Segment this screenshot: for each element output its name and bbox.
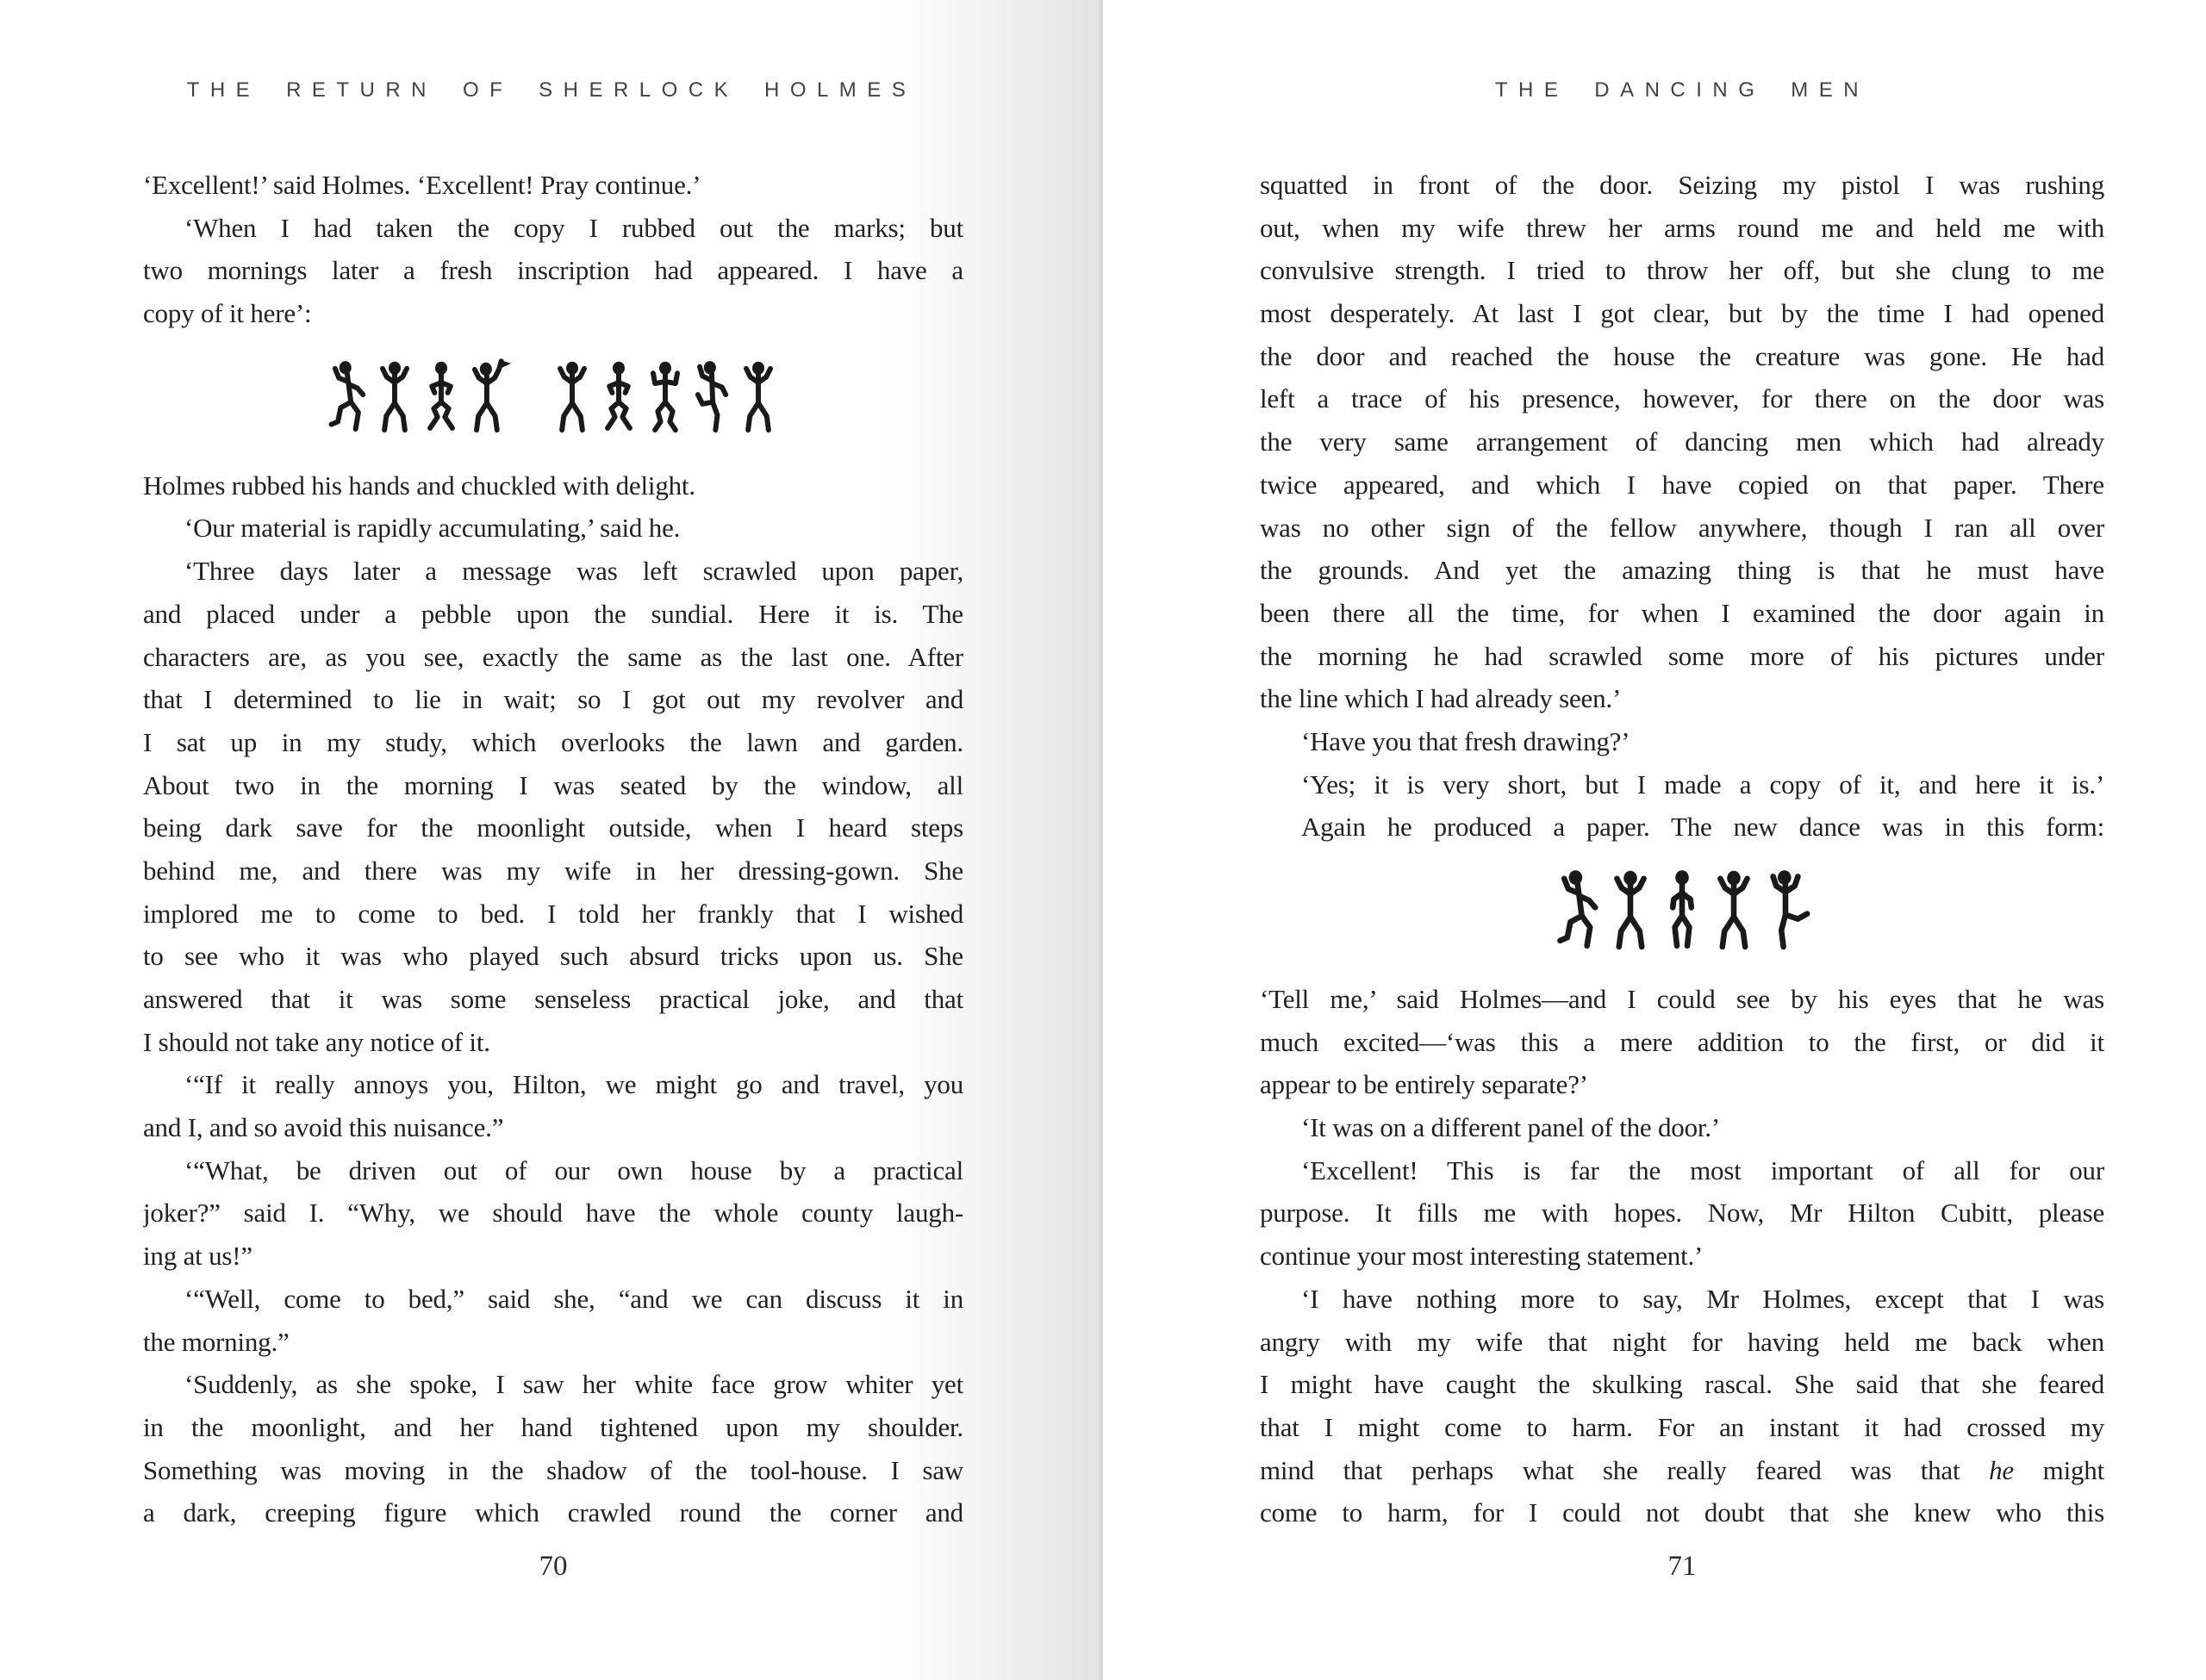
text-line: Something was moving in the shadow of the tool-house. I saw — [143, 1454, 963, 1485]
dancing-man-icon — [1605, 860, 1656, 967]
dancing-man-icon — [595, 348, 642, 451]
text-line: copy of it here’: — [143, 298, 312, 329]
text-line: ing at us!” — [143, 1241, 252, 1272]
text-line: a dark, creeping figure which crawled round the corner and — [143, 1497, 963, 1528]
dancing-man-icon — [735, 348, 782, 451]
dancing-man-icon — [464, 348, 511, 451]
text-line: ‘Our material is rapidly accumulating,’ said he. — [184, 513, 681, 544]
text-line: the grounds. And yet the amazing thing is that he must have — [1260, 555, 2104, 586]
text-line: ‘Tell me,’ said Holmes—and I could see by his eyes that he was — [1260, 984, 2104, 1014]
dancing-man-icon — [1708, 860, 1760, 967]
text-line: purpose. It fills me with hopes. Now, Mr Hilton Cubitt, please — [1260, 1198, 2104, 1229]
text-line: out, when my wife threw her arms round me and held me with — [1260, 212, 2104, 243]
page-number-right: 71 — [1667, 1551, 1697, 1582]
text-line: left a trace of his presence, however, for there on the door was — [1260, 383, 2104, 414]
text-line: ‘It was on a different panel of the door.’ — [1301, 1112, 1720, 1143]
page-number-left: 70 — [539, 1551, 568, 1582]
text-line: ‘Excellent! This is far the most important of all for our — [1301, 1154, 2104, 1185]
text-column-right — [1260, 164, 2104, 1534]
text-line: ‘Yes; it is very short, but I made a copy of it, and here it is.’ — [1301, 768, 2104, 800]
text-line: that I determined to lie in wait; so I got out my revolver and — [143, 684, 963, 715]
text-line: squatted in front of the door. Seizing my pistol I was rushing — [1260, 170, 2104, 200]
text-line: was no other sign of the fellow anywhere, though I ran all over — [1260, 512, 2104, 543]
text-line: angry with my wife that night for having held me back when — [1260, 1326, 2104, 1357]
text-line: ‘When I had taken the copy I rubbed out the marks; but — [184, 212, 963, 243]
figure-word-gap — [511, 395, 549, 404]
dancing-man-icon — [1553, 860, 1605, 967]
text-line: much excited—‘was this a mere addition to the first, or did it — [1260, 1026, 2104, 1057]
text-line: behind me, and there was my wife in her dressing-gown. She — [143, 855, 963, 886]
text-line: ‘“What, be driven out of our own house by a practical — [184, 1154, 963, 1185]
text-line: to see who it was who played such absurd tricks upon us. She — [143, 941, 963, 972]
running-header-right: THE DANCING MEN — [1494, 78, 1870, 102]
text-line: characters are, as you see, exactly the same as the last one. After — [143, 641, 963, 672]
dancing-men-figure — [143, 335, 963, 464]
text-line: most desperately. At last I got clear, but by the time I had opened — [1260, 298, 2104, 329]
text-line: I sat up in my study, which overlooks the lawn and garden. — [143, 726, 963, 757]
dancing-man-icon — [642, 348, 689, 451]
dancing-man-icon — [371, 348, 418, 451]
text-line: ‘I have nothing more to say, Mr Holmes, except that I was — [1301, 1283, 2104, 1314]
text-line: the very same arrangement of dancing men which had already — [1260, 426, 2104, 457]
text-line: ‘Excellent!’ said Holmes. ‘Excellent! Pray continue.’ — [143, 170, 701, 200]
text-line: continue your most interesting statement.’ — [1260, 1241, 1704, 1272]
text-line: ‘Have you that fresh drawing?’ — [1301, 725, 1630, 756]
text-line: appear to be entirely separate?’ — [1260, 1069, 1588, 1100]
text-line: ‘“If it really annoys you, Hilton, we might go and travel, you — [184, 1069, 963, 1100]
right-page — [1103, 0, 2206, 1680]
text-line: implored me to come to bed. I told her frankly that I wished — [143, 898, 963, 929]
text-line: the morning he had scrawled some more of his pictures under — [1260, 640, 2104, 671]
text-line: I should not take any notice of it. — [143, 1026, 490, 1057]
text-line: answered that it was some senseless practical joke, and that — [143, 984, 963, 1014]
text-column-left — [143, 164, 963, 1534]
text-line: I might have caught the skulking rascal. She said that she feared — [1260, 1369, 2104, 1400]
text-line: that I might come to harm. For an instant it had crossed my — [1260, 1411, 2104, 1442]
dancing-man-icon — [1760, 860, 1811, 967]
text-line: ‘Three days later a message was left scrawled upon paper, — [184, 556, 963, 587]
text-line: twice appeared, and which I have copied on that paper. There — [1260, 469, 2104, 500]
text-line: come to harm, for I could not doubt that she knew who this — [1260, 1497, 2104, 1528]
dancing-man-icon — [325, 348, 371, 451]
dancing-man-icon — [549, 348, 595, 451]
text-line: and I, and so avoid this nuisance.” — [143, 1112, 504, 1143]
dancing-men-figure — [1260, 849, 2104, 978]
text-line: in the moonlight, and her hand tightened upon my shoulder. — [143, 1411, 963, 1442]
dancing-man-icon — [1656, 860, 1708, 967]
text-line: Holmes rubbed his hands and chuckled with delight. — [143, 470, 695, 501]
text-line: the door and reached the house the creature was gone. He had — [1260, 340, 2104, 371]
text-line: the morning.” — [143, 1326, 290, 1357]
dancing-man-icon — [418, 348, 464, 451]
text-line: two mornings later a fresh inscription had appeared. I have a — [143, 255, 963, 286]
text-line: mind that perhaps what she really feared was that he might — [1260, 1454, 2104, 1485]
text-line: About two in the morning I was seated by the window, all — [143, 769, 963, 800]
text-line: being dark save for the moonlight outside, when I heard steps — [143, 812, 963, 843]
text-line: Again he produced a paper. The new dance was in this form: — [1301, 812, 2104, 843]
text-line: ‘Suddenly, as she spoke, I saw her white face grow whiter yet — [184, 1369, 963, 1400]
text-line: been there all the time, for when I examined the door again in — [1260, 597, 2104, 628]
dancing-man-icon — [689, 348, 735, 451]
running-header-left: THE RETURN OF SHERLOCK HOLMES — [186, 78, 917, 102]
text-line: and placed under a pebble upon the sundial. Here it is. The — [143, 598, 963, 629]
text-line: joker?” said I. “Why, we should have the whole county laugh- — [143, 1198, 963, 1229]
text-line: the line which I had already seen.’ — [1260, 683, 1622, 714]
text-line: ‘“Well, come to bed,” said she, “and we can discuss it in — [184, 1283, 963, 1314]
text-line: convulsive strength. I tried to throw her off, but she clung to me — [1260, 255, 2104, 286]
